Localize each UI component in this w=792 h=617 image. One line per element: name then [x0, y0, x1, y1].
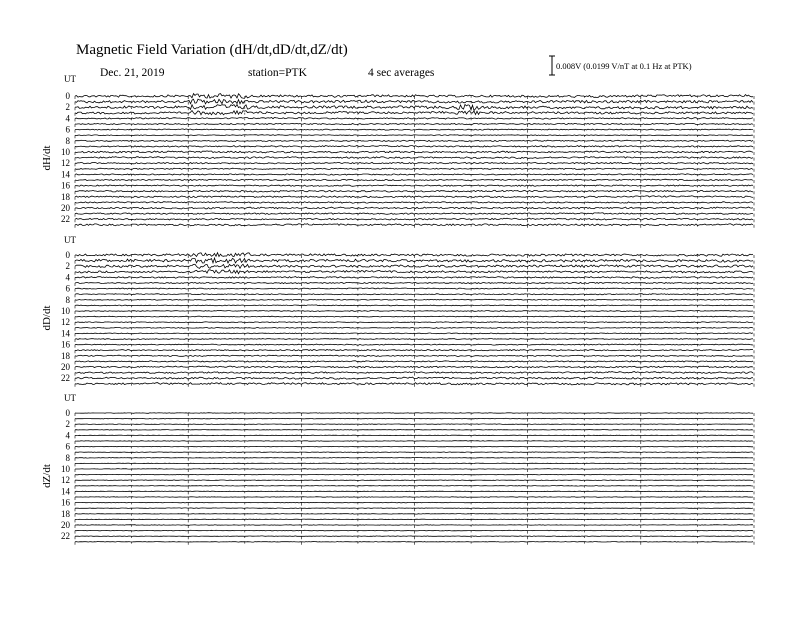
trace-line — [75, 491, 753, 492]
trace-ticks — [75, 339, 754, 342]
date-label: Dec. 21, 2019 — [100, 67, 165, 79]
hour-label: 14 — [61, 486, 70, 497]
trace-ticks — [75, 435, 754, 438]
hour-label: 8 — [65, 452, 70, 463]
hour-label: 4 — [65, 430, 70, 441]
trace-line — [75, 305, 753, 306]
trace-ticks — [75, 317, 754, 320]
trace-line — [75, 264, 753, 268]
trace-line — [75, 140, 753, 141]
trace-ticks — [75, 300, 754, 303]
trace-line — [75, 514, 753, 515]
hour-label: 22 — [61, 373, 70, 384]
trace-ticks — [75, 424, 754, 427]
hour-label: 22 — [61, 214, 70, 225]
trace-line — [75, 151, 753, 153]
trace-line — [75, 469, 753, 470]
trace-ticks — [75, 141, 754, 144]
hour-label: 14 — [61, 169, 70, 180]
trace-line — [75, 277, 753, 279]
trace-line — [75, 430, 753, 431]
trace-line — [75, 536, 753, 537]
hour-label: 8 — [65, 135, 70, 146]
trace-line — [75, 185, 753, 186]
panel-dH-dt — [41, 74, 754, 228]
trace-line — [75, 311, 753, 312]
trace-ticks — [75, 503, 754, 506]
trace-ticks — [75, 361, 754, 364]
hour-label: 2 — [65, 102, 70, 113]
trace-line — [75, 441, 753, 442]
trace-line — [75, 117, 753, 119]
hour-label: 4 — [65, 272, 70, 283]
hour-label: 10 — [61, 147, 70, 157]
hour-label: 16 — [61, 180, 70, 191]
trace-ticks — [75, 266, 754, 269]
trace-line — [75, 542, 753, 543]
trace-line — [75, 486, 753, 487]
hour-label: 20 — [61, 362, 70, 372]
trace-line — [75, 145, 753, 147]
trace-line — [75, 474, 753, 475]
trace-line — [75, 294, 753, 295]
trace-line — [75, 530, 753, 531]
averaging-label: 4 sec averages — [368, 67, 435, 79]
panel-dZ-dt — [41, 393, 754, 545]
trace-line — [75, 377, 753, 379]
hour-label: 20 — [61, 203, 70, 213]
hour-label: 8 — [65, 294, 70, 305]
trace-line — [75, 253, 753, 257]
hour-label: 6 — [65, 283, 70, 294]
trace-ticks — [75, 169, 754, 172]
hour-label: 12 — [61, 158, 70, 169]
trace-ticks — [75, 475, 754, 478]
hour-label: 0 — [65, 408, 70, 418]
trace-line — [75, 327, 753, 328]
trace-line — [75, 105, 753, 111]
hour-label: 16 — [61, 339, 70, 350]
ut-label: UT — [64, 235, 76, 245]
trace-line — [75, 480, 753, 481]
hour-label: 22 — [61, 531, 70, 542]
trace-line — [75, 463, 753, 464]
trace-ticks — [75, 430, 754, 433]
trace-line — [75, 299, 753, 300]
trace-line — [75, 162, 753, 164]
panel-ylabel: dH/dt — [41, 145, 53, 171]
hour-label: 10 — [61, 464, 70, 474]
trace-ticks — [75, 202, 754, 205]
trace-line — [75, 213, 753, 215]
trace-line — [75, 424, 753, 425]
scale-bar — [549, 56, 692, 75]
trace-line — [75, 372, 753, 374]
trace-line — [75, 452, 753, 453]
trace-line — [75, 458, 753, 459]
trace-line — [75, 355, 753, 356]
trace-line — [75, 190, 753, 192]
trace-line — [75, 344, 753, 345]
trace-line — [75, 174, 753, 175]
hour-label: 2 — [65, 261, 70, 272]
trace-line — [75, 111, 753, 115]
panel-ylabel: dD/dt — [41, 305, 53, 331]
hour-label: 18 — [61, 191, 70, 202]
trace-line — [75, 135, 753, 136]
trace-line — [75, 361, 753, 362]
hour-label: 10 — [61, 306, 70, 316]
trace-line — [75, 157, 753, 159]
trace-line — [75, 168, 753, 169]
trace-line — [75, 339, 753, 340]
trace-line — [75, 224, 753, 226]
hour-label: 0 — [65, 250, 70, 260]
hour-label: 20 — [61, 520, 70, 530]
trace-ticks — [75, 525, 754, 528]
trace-line — [75, 282, 753, 283]
trace-line — [75, 349, 753, 350]
trace-line — [75, 207, 753, 209]
hour-label: 2 — [65, 419, 70, 430]
trace-ticks — [75, 367, 754, 370]
trace-line — [75, 218, 753, 220]
trace-line — [75, 99, 753, 104]
trace-line — [75, 196, 753, 198]
trace-ticks — [75, 333, 754, 336]
trace-line — [75, 129, 753, 130]
trace-line — [75, 202, 753, 204]
trace-line — [75, 525, 753, 526]
trace-ticks — [75, 180, 754, 183]
trace-line — [75, 270, 753, 274]
hour-label: 6 — [65, 441, 70, 452]
trace-ticks — [75, 130, 754, 133]
panel-dD-dt — [41, 235, 754, 387]
hour-label: 14 — [61, 328, 70, 339]
hour-label: 18 — [61, 350, 70, 361]
ut-label: UT — [64, 74, 76, 84]
trace-line — [75, 322, 753, 323]
trace-line — [75, 94, 753, 99]
trace-line — [75, 383, 753, 385]
hour-label: 18 — [61, 508, 70, 519]
ut-label: UT — [64, 393, 76, 403]
trace-ticks — [75, 146, 754, 149]
trace-line — [75, 333, 753, 334]
trace-line — [75, 519, 753, 520]
trace-line — [75, 418, 753, 419]
trace-line — [75, 366, 753, 368]
trace-line — [75, 288, 753, 289]
trace-line — [75, 497, 753, 498]
trace-ticks — [75, 311, 754, 314]
trace-line — [75, 413, 753, 414]
hour-label: 16 — [61, 497, 70, 508]
trace-line — [75, 435, 753, 436]
trace-line — [75, 123, 753, 124]
hour-label: 4 — [65, 113, 70, 124]
trace-ticks — [75, 508, 754, 511]
trace-line — [75, 502, 753, 503]
trace-line — [75, 508, 753, 509]
figure-title: Magnetic Field Variation (dH/dt,dD/dt,dZ/dt) — [76, 42, 348, 58]
panels-group — [41, 74, 754, 545]
panel-ylabel: dZ/dt — [41, 464, 53, 488]
station-label: station=PTK — [248, 67, 307, 79]
hour-label: 12 — [61, 317, 70, 328]
hour-label: 0 — [65, 91, 70, 101]
trace-ticks — [75, 486, 754, 489]
trace-line — [75, 446, 753, 447]
hour-label: 12 — [61, 475, 70, 486]
trace-line — [75, 258, 753, 263]
hour-label: 6 — [65, 124, 70, 135]
scale-note: 0.008V (0.0199 V/nT at 0.1 Hz at PTK) — [556, 61, 692, 71]
trace-line — [75, 316, 753, 317]
trace-line — [75, 179, 753, 180]
